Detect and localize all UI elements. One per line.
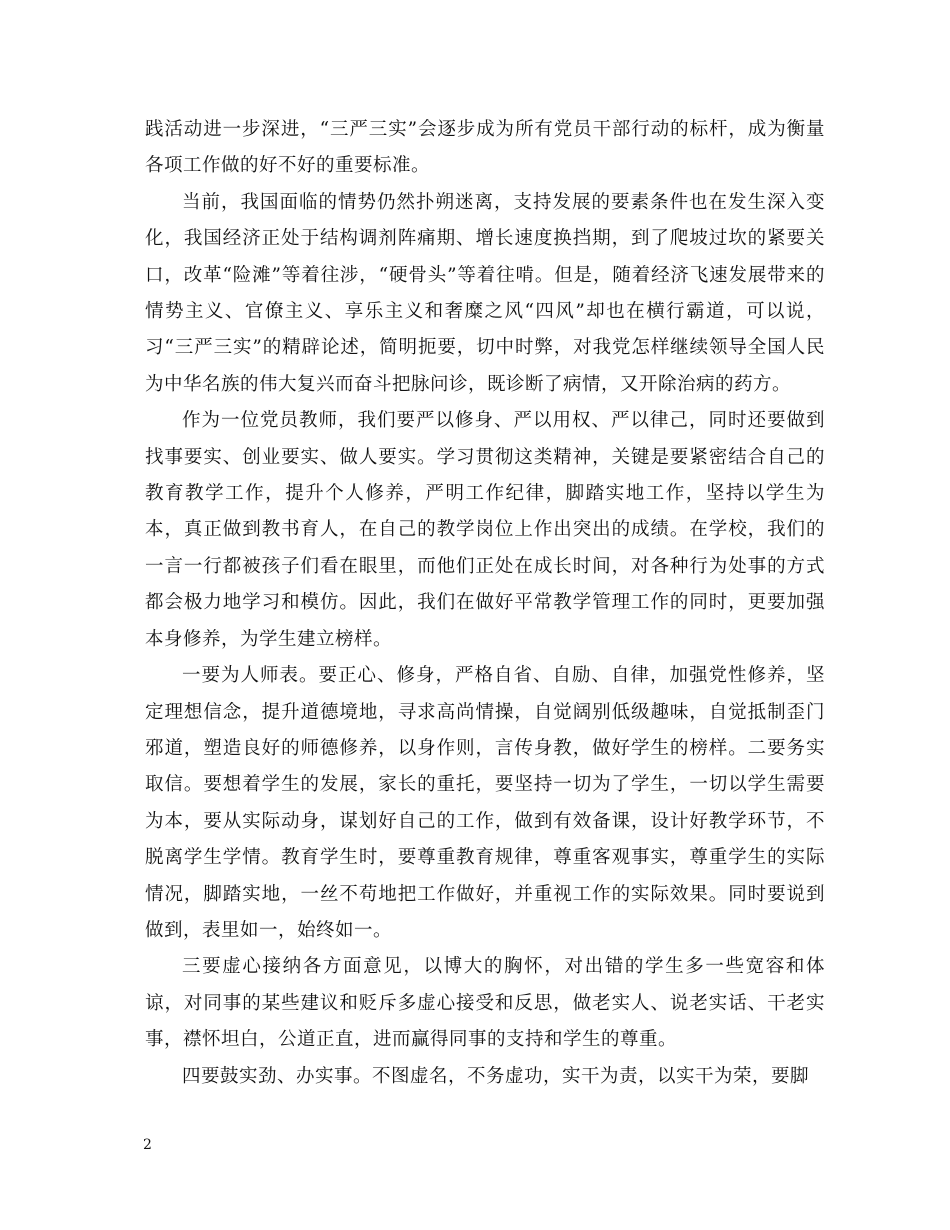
- paragraph-5: 三要虚心接纳各方面意见，以博大的胸怀，对出错的学生多一些宽容和体谅，对同事的某些建议和贬斥多虚心接受和反思，做老实人、说老实话、干老实事，襟怀坦白，公道正直，进而赢得同事的支持和学生的尊重。: [145, 956, 825, 1051]
- page-number: 2: [143, 1137, 152, 1153]
- body-text: [145, 112, 825, 1095]
- paragraph-1: 践活动进一步深进，“三严三实”会逐步成为所有党员干部行动的标杆，成为衡量各项工作做的好不好的重要标准。: [145, 119, 825, 177]
- paragraph-3: 作为一位党员教师，我们要严以修身、严以用权、严以律己，同时还要做到找事要实、创业要实、做人要实。学习贯彻这类精神，关键是要紧密结合自己的教育教学工作，提升个人修养，严明工作纪律，脚踏实地工作，坚持以学生为本，真正做到教书育人，在自己的教学岗位上作出突出的成绩。在学校，我们的一言一行都被孩子们看在眼里，而他们正处在成长时间，对各种行为处事的方式都会极力地学习和模仿。因此，我们在做好平常教学管理工作的同时，更要加强本身修养，为学生建立榜样。: [145, 410, 825, 650]
- paragraph-4: 一要为人师表。要正心、修身，严格自省、自励、自律，加强党性修养，坚定理想信念，提升道德境地，寻求高尚情操，自觉阔别低级趣味，自觉抵制歪门邪道，塑造良好的师德修养，以身作则，言传身教，做好学生的榜样。二要务实取信。要想着学生的发展，家长的重托，要坚持一切为了学生，一切以学生需要为本，要从实际动身，谋划好自己的工作，做到有效备课，设计好教学环节，不脱离学生学情。教育学生时，要尊重教育规律，尊重客观事实，尊重学生的实际情况，脚踏实地，一丝不苟地把工作做好，并重视工作的实际效果。同时要说到做到，表里如一，始终如一。: [145, 665, 825, 941]
- paragraph-2: 当前，我国面临的情势仍然扑朔迷离，支持发展的要素条件也在发生深入变化，我国经济正处于结构调剂阵痛期、增长速度换挡期，到了爬坡过坎的紧要关口，改革“险滩”等着往涉，“硬骨头”等着往啃。但是，随着经济飞速发展带来的情势主义、官僚主义、享乐主义和奢糜之风“四风”却也在横行霸道，可以说，习“三严三实”的精辟论述，简明扼要，切中时弊，对我党怎样继续领导全国人民为中华名族的伟大复兴而奋斗把脉问诊，既诊断了病情，又开除治病的药方。: [145, 191, 825, 395]
- paragraph-6: 四要鼓实劲、办实事。不图虚名，不务虚功，实干为责，以实干为荣，要脚: [182, 1065, 810, 1087]
